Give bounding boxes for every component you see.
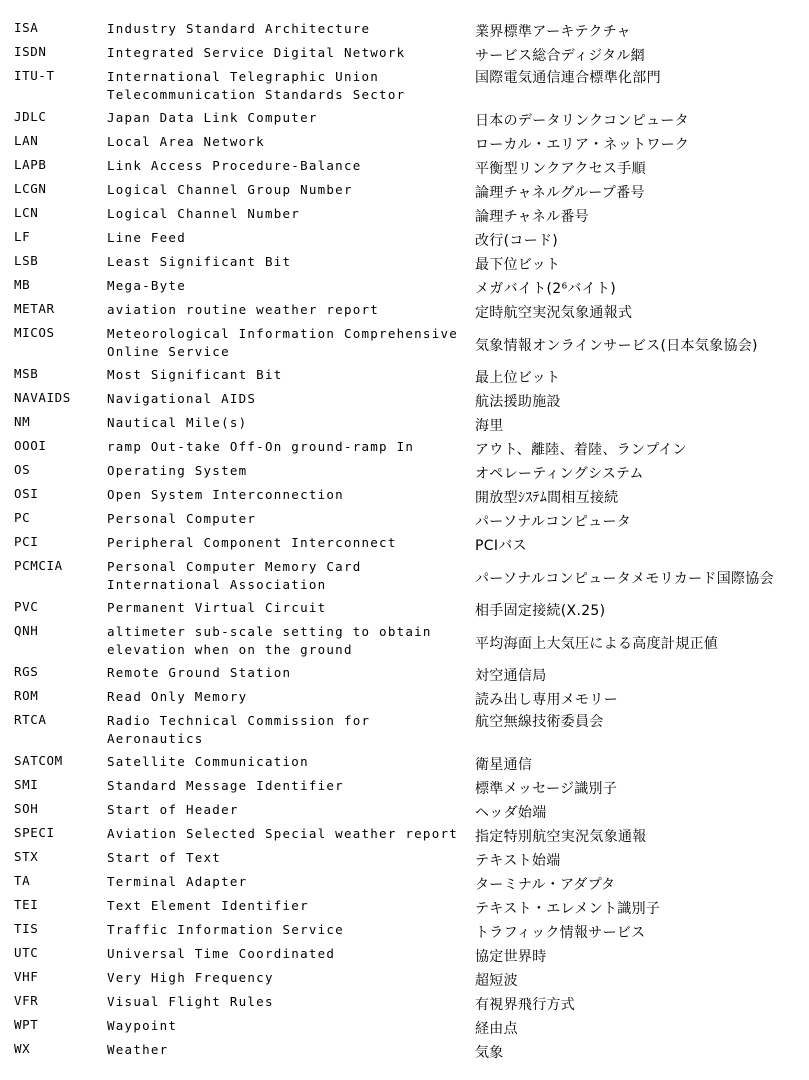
glossary-row	[0, 365, 809, 389]
abbreviation: LCGN	[14, 181, 47, 196]
english-term: Start of Text	[107, 850, 222, 865]
english-term: ramp Out-take Off-On ground-ramp In	[107, 439, 415, 454]
english-term: Least Significant Bit	[107, 254, 292, 269]
glossary-row	[0, 108, 809, 132]
english-term: Line Feed	[107, 230, 186, 245]
abbreviation: ROM	[14, 688, 39, 703]
glossary-row	[0, 509, 809, 533]
abbreviation: VFR	[14, 993, 39, 1008]
japanese-term: パーソナルコンピュータメモリカード国際協会	[475, 570, 774, 587]
abbreviation: UTC	[14, 945, 39, 960]
abbreviation: PCI	[14, 534, 39, 549]
glossary-row	[0, 920, 809, 944]
english-term: Traffic Information Service	[107, 922, 344, 937]
japanese-term: 標準メッセージ識別子	[475, 781, 618, 797]
glossary-row	[0, 944, 809, 968]
english-term: Industry Standard Architecture	[107, 21, 371, 36]
abbreviation: RTCA	[14, 712, 47, 727]
glossary-row	[0, 485, 809, 509]
abbreviation: VHF	[14, 969, 39, 984]
japanese-term: 衛星通信	[475, 757, 533, 773]
japanese-term: 論理チャネルグループ番号	[475, 185, 645, 201]
glossary-row	[0, 1040, 809, 1064]
japanese-term: ヘッダ始端	[475, 805, 547, 821]
english-term: Text Element Identifier	[107, 898, 309, 913]
abbreviation: LCN	[14, 205, 39, 220]
abbreviation: MSB	[14, 366, 39, 381]
abbreviation: ISA	[14, 20, 39, 35]
japanese-term: 経由点	[475, 1021, 518, 1037]
japanese-term: 気象情報オンラインサービス(日本気象協会)	[475, 337, 758, 354]
glossary-row	[0, 800, 809, 824]
glossary-row	[0, 872, 809, 896]
english-term: Universal Time Coordinated	[107, 946, 336, 961]
english-term: Terminal Adapter	[107, 874, 248, 889]
abbreviation: RGS	[14, 664, 39, 679]
japanese-term: 定時航空実況気象通報式	[475, 305, 633, 321]
english-term: Personal Computer Memory Card International Association	[107, 559, 362, 592]
japanese-term: 日本のデータリンクコンピュータ	[475, 113, 689, 129]
glossary-row	[0, 276, 809, 300]
japanese-term: トラフィック情報サービス	[475, 925, 646, 941]
english-term: Radio Technical Commission for Aeronautics	[107, 713, 371, 746]
glossary-row	[0, 228, 809, 252]
english-term: Remote Ground Station	[107, 665, 292, 680]
japanese-term: メガバイト(2⁶バイト)	[475, 281, 617, 297]
english-term: Start of Header	[107, 802, 239, 817]
english-term: altimeter sub-scale setting to obtain elevation when on the ground	[107, 624, 432, 657]
japanese-term: テキスト・エレメント識別子	[475, 901, 661, 917]
japanese-term: オペレーティングシステム	[475, 466, 644, 482]
abbreviation: METAR	[14, 301, 55, 316]
abbreviation: SMI	[14, 777, 39, 792]
abbreviation: JDLC	[14, 109, 47, 124]
glossary-row	[0, 300, 809, 324]
japanese-term: 平均海面上大気圧による高度計規正値	[475, 635, 719, 652]
glossary-row	[0, 19, 809, 43]
english-term: Aviation Selected Special weather report	[107, 826, 459, 841]
glossary-row	[0, 752, 809, 776]
japanese-term: 協定世界時	[475, 949, 547, 965]
glossary-row	[0, 711, 809, 752]
japanese-term: テキスト始端	[475, 853, 561, 869]
japanese-term: 最上位ビット	[475, 370, 561, 386]
glossary-row	[0, 896, 809, 920]
japanese-term: 業界標準アーキテクチャ	[475, 24, 631, 40]
english-term: Logical Channel Group Number	[107, 182, 353, 197]
glossary-row	[0, 180, 809, 204]
english-term: Visual Flight Rules	[107, 994, 274, 1009]
abbreviation: OOOI	[14, 438, 47, 453]
english-term: Nautical Mile(s)	[107, 415, 248, 430]
abbreviation: MB	[14, 277, 31, 292]
glossary-row	[0, 1016, 809, 1040]
japanese-term: 国際電気通信連合標準化部門	[475, 70, 661, 86]
japanese-term: PCIバス	[475, 538, 527, 554]
abbreviation: TA	[14, 873, 31, 888]
japanese-term: アウト、離陸、着陸、ランプイン	[475, 442, 687, 458]
glossary-row	[0, 663, 809, 687]
abbreviation: PCMCIA	[14, 558, 63, 573]
abbreviation: OSI	[14, 486, 39, 501]
japanese-term: 対空通信局	[475, 668, 547, 684]
japanese-term: ローカル・エリア・ネットワーク	[475, 137, 690, 153]
english-term: Logical Channel Number	[107, 206, 301, 221]
glossary-row	[0, 557, 809, 598]
japanese-term: 相手固定接続(X.25)	[475, 603, 606, 619]
glossary-row	[0, 413, 809, 437]
english-term: International Telegraphic Union Telecommunication Standards Sector	[107, 69, 406, 102]
abbreviation: QNH	[14, 623, 39, 638]
english-term: Waypoint	[107, 1018, 178, 1033]
english-term: Peripheral Component Interconnect	[107, 535, 397, 550]
english-term: Mega-Byte	[107, 278, 186, 293]
abbreviation: NAVAIDS	[14, 390, 71, 405]
japanese-term: 気象	[475, 1045, 504, 1061]
japanese-term: 超短波	[475, 973, 518, 989]
glossary-row	[0, 156, 809, 180]
abbreviation: TIS	[14, 921, 39, 936]
abbreviation: LF	[14, 229, 31, 244]
abbreviation: SATCOM	[14, 753, 63, 768]
glossary-row	[0, 824, 809, 848]
japanese-term: 平衡型リンクアクセス手順	[475, 161, 646, 177]
glossary-row	[0, 389, 809, 413]
glossary-row	[0, 132, 809, 156]
glossary-row	[0, 324, 809, 365]
english-term: Very High Frequency	[107, 970, 274, 985]
abbreviation: OS	[14, 462, 31, 477]
english-term: Link Access Procedure-Balance	[107, 158, 362, 173]
japanese-term: 航法援助施設	[475, 394, 561, 410]
glossary-row	[0, 437, 809, 461]
japanese-term: 最下位ビット	[475, 257, 561, 273]
abbreviation: ITU-T	[14, 68, 55, 83]
glossary-row	[0, 992, 809, 1016]
japanese-term: 航空無線技術委員会	[475, 714, 604, 730]
english-term: aviation routine weather report	[107, 302, 380, 317]
abbreviation: LSB	[14, 253, 39, 268]
english-term: Standard Message Identifier	[107, 778, 344, 793]
english-term: Weather	[107, 1042, 169, 1057]
glossary-row	[0, 968, 809, 992]
japanese-term: 論理チャネル番号	[475, 209, 589, 225]
english-term: Japan Data Link Computer	[107, 110, 318, 125]
glossary-table	[0, 19, 809, 1064]
japanese-term: ターミナル・アダプタ	[475, 877, 616, 893]
abbreviation: TEI	[14, 897, 39, 912]
english-term: Integrated Service Digital Network	[107, 45, 406, 60]
abbreviation: MICOS	[14, 325, 55, 340]
japanese-term: 改行(コード)	[475, 233, 559, 249]
abbreviation: STX	[14, 849, 39, 864]
abbreviation: PVC	[14, 599, 39, 614]
english-term: Operating System	[107, 463, 248, 478]
abbreviation: WX	[14, 1041, 31, 1056]
english-term: Satellite Communication	[107, 754, 309, 769]
english-term: Navigational AIDS	[107, 391, 257, 406]
english-term: Most Significant Bit	[107, 367, 283, 382]
abbreviation: NM	[14, 414, 31, 429]
japanese-term: 有視界飛行方式	[475, 997, 576, 1013]
glossary-row	[0, 687, 809, 711]
glossary-row	[0, 67, 809, 108]
english-term: Personal Computer	[107, 511, 257, 526]
glossary-row	[0, 252, 809, 276]
japanese-term: パーソナルコンピュータ	[475, 514, 632, 530]
english-term: Meteorological Information Comprehensive Online Service	[107, 326, 459, 359]
abbreviation: SPECI	[14, 825, 55, 840]
abbreviation: ISDN	[14, 44, 47, 59]
japanese-term: サービス総合ディジタル網	[475, 48, 645, 64]
abbreviation: PC	[14, 510, 31, 525]
english-term: Permanent Virtual Circuit	[107, 600, 327, 615]
abbreviation: LAN	[14, 133, 39, 148]
japanese-term: 開放型ｼｽﾃﾑ間相互接続	[475, 490, 619, 506]
glossary-row	[0, 43, 809, 67]
english-term: Local Area Network	[107, 134, 265, 149]
glossary-row	[0, 461, 809, 485]
abbreviation: SOH	[14, 801, 39, 816]
japanese-term: 指定特別航空実況気象通報	[475, 829, 647, 845]
glossary-row	[0, 204, 809, 228]
glossary-row	[0, 598, 809, 622]
abbreviation: WPT	[14, 1017, 39, 1032]
glossary-row	[0, 776, 809, 800]
english-term: Read Only Memory	[107, 689, 248, 704]
english-term: Open System Interconnection	[107, 487, 344, 502]
japanese-term: 海里	[475, 418, 504, 434]
glossary-row	[0, 622, 809, 663]
glossary-row	[0, 533, 809, 557]
glossary-row	[0, 848, 809, 872]
japanese-term: 読み出し専用メモリー	[475, 692, 618, 708]
abbreviation: LAPB	[14, 157, 47, 172]
